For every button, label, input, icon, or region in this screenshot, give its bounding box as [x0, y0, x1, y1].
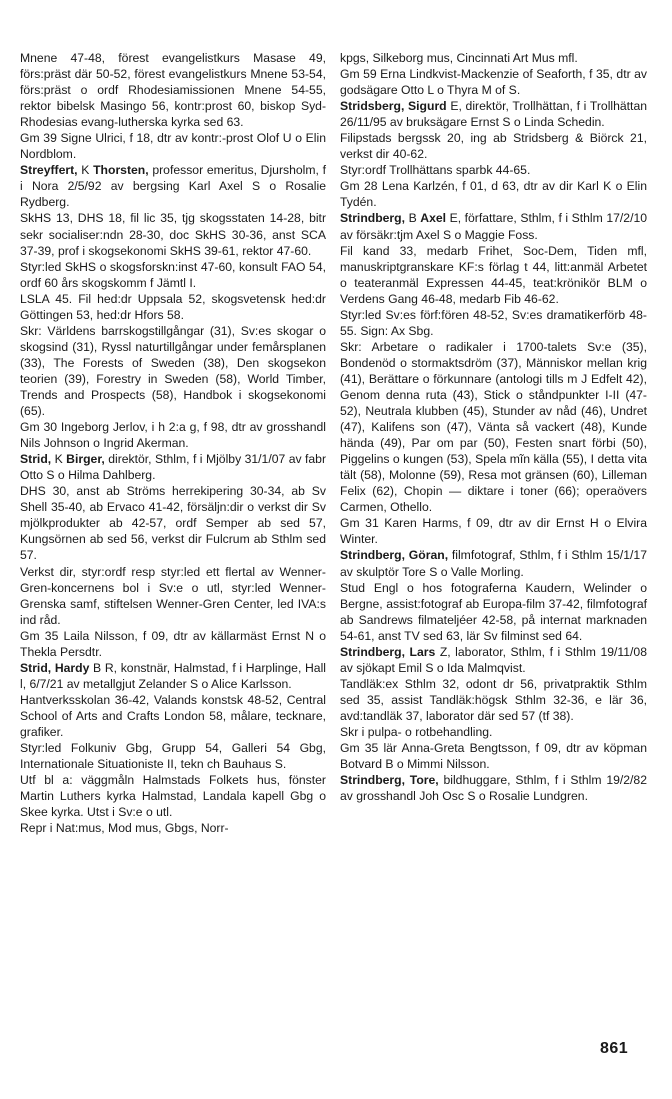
entry-name: Strid,: [20, 452, 52, 467]
right-column: [340, 50, 647, 804]
entry-text: Filipstads bergssk 20, ing ab Stridsberg & Biörck 21, verkst dir 40-62.: [340, 131, 647, 162]
entry-text: Stud Engl o hos fotograferna Kaudern, Welinder o Bergne, assist:fotograf ab Europa-film 37-42, filmfotograf ab Sandrews filmateljéer 42-58, på internat marknaden 54-61, anst TV sed 63, lär Sv filminst sed 64.: [340, 580, 647, 643]
entry-text: Gm 35 lär Anna-Greta Bengtsson, f 09, dtr av köpman Botvard B o Mimmi Nilsson.: [340, 741, 647, 772]
entry-paragraph: [340, 724, 647, 740]
entry-text: DHS 30, anst ab Ströms herrekipering 30-34, ab Sv Shell 35-40, ab Ervaco 41-42, försäljn:dir o verkst dir Sv mjölkprodukter ab 42-57, ordf Semper ab sed 57, Kungsörnen ab sed 56, verkst dir Fulcrum ab Sthlm sed 57.: [20, 484, 326, 563]
entry-paragraph: [20, 323, 326, 419]
entry-heading-paragraph: [20, 660, 326, 692]
entry-paragraph: [20, 259, 326, 291]
entry-paragraph: [340, 339, 647, 516]
entry-paragraph: [20, 291, 326, 323]
entry-paragraph: [20, 483, 326, 563]
entry-text: Skr: Världens barrskogstillgångar (31), Sv:es skogar o skogsind (31), Ryssl naturtillgångar under femårsplanen (33), The Forests of Sweden (38), Den skogsekon teorien (39), Forestry in Sweden (58), World Timber, Trends and Prospects (58), Handbok i skogsekonomi (65).: [20, 323, 326, 419]
entry-text: Gm 59 Erna Lindkvist-Mackenzie of Seaforth, f 35, dtr av godsägare Otto L o Thyra M of S.: [340, 67, 647, 98]
entry-paragraph: [340, 130, 647, 162]
entry-text: Z, laborator, Sthlm, f i Sthlm 19/11/08 av sjökapt Emil S o Ida Malmqvist.: [340, 644, 647, 675]
entry-text: bildhuggare, Sthlm, f i Sthlm 19/2/82 av grosshandl Joh Osc S o Rosalie Lundgren.: [340, 773, 647, 804]
entry-paragraph: [20, 820, 326, 836]
entry-paragraph: [340, 50, 647, 66]
entry-text: B R, konstnär, Halmstad, f i Harplinge, Hall l, 6/7/21 av metallgjut Zelander S o Alice Karlsson.: [20, 660, 326, 691]
entry-text: Gm 28 Lena Karlzén, f 01, d 63, dtr av dir Karl K o Elin Tydén.: [340, 179, 647, 210]
entry-paragraph: [340, 740, 647, 772]
entry-text: Mnene 47-48, förest evangelistkurs Masase 49, förs:präst där 50-52, förest evangelistkurs Mnene 53-54, förs:präst o ordf Rhodesiamissionen Mnene 54-55, rektor bibelsk Masingo 56, kontr:prost 60, biskop Syd-Rhodesias evang-lutherska kyrka sed 63.: [20, 51, 326, 130]
entry-text: direktör, Sthlm, f i Mjölby 31/1/07 av fabr Otto S o Hilma Dahlberg.: [20, 452, 327, 483]
entry-paragraph: [340, 676, 647, 724]
entry-text: Verkst dir, styr:ordf resp styr:led ett flertal av Wenner-Gren-koncernens bol i Sv:e o utl, styr:led Wenner-Grenska samf, stiftelsen Wenner-Gren Center, led IVA:s ind råd.: [20, 564, 326, 627]
entry-text: Hantverksskolan 36-42, Valands konstsk 48-52, Central School of Arts and Crafts London 58, målare, tecknare, grafiker.: [20, 692, 326, 739]
entry-paragraph: [20, 692, 326, 740]
entry-name: Strid, Hardy: [20, 660, 90, 675]
entry-given-name: Thorsten,: [93, 163, 149, 178]
entry-paragraph: [20, 772, 326, 820]
entry-text: Styr:led SkHS o skogsforskn:inst 47-60, konsult FAO 54, ordf 60 års skogskomm f Jämtl I.: [20, 259, 326, 290]
entry-paragraph: [20, 419, 326, 451]
entry-paragraph: [340, 580, 647, 644]
entry-text: Styr:led Folkuniv Gbg, Grupp 54, Galleri 54 Gbg, Internationale Situationiste II, tekn ch Bauhaus S.: [20, 741, 326, 772]
entry-initial: K: [51, 452, 67, 467]
entry-paragraph: [20, 50, 326, 130]
entry-text: Gm 31 Karen Harms, f 09, dtr av dir Ernst H o Elvira Winter.: [340, 516, 647, 547]
entry-name: Strindberg, Lars: [340, 644, 436, 659]
entry-name: Streyffert,: [20, 163, 78, 178]
page-number: 861: [600, 1040, 629, 1057]
entry-paragraph: [20, 210, 326, 258]
entry-text: Repr i Nat:mus, Mod mus, Gbgs, Norr-: [20, 821, 229, 836]
entry-paragraph: [20, 740, 326, 772]
entry-text: Styr:led Sv:es förf:fören 48-52, Sv:es dramatikerförb 48-55. Sign: Ax Sbg.: [340, 307, 647, 338]
entry-text: SkHS 13, DHS 18, fil lic 35, tjg skogsstaten 14-28, bitr sekr socialiser:ndn 28-30, doc SkHS 30-36, anst SCA 37-39, prof i skogsekonomi SkHS 39-61, rektor 47-60.: [20, 211, 326, 258]
entry-heading-paragraph: [20, 451, 326, 483]
entry-name: Strindberg, Tore,: [340, 773, 439, 788]
entry-text: E, författare, Sthlm, f i Sthlm 17/2/10 av försäkr:tjm Axel S o Maggie Foss.: [340, 211, 648, 242]
entry-initial: K: [77, 163, 94, 178]
entry-paragraph: [20, 130, 326, 162]
entry-text: Tandläk:ex Sthlm 32, odont dr 56, privatpraktik Sthlm sed 35, assist Tandläk:högsk Sthlm 32-36, e lär 36, avd:tandläk 37, laborator där sed 57 (tf 38).: [340, 676, 647, 723]
entry-heading-paragraph: [340, 547, 647, 579]
entry-text: Fil kand 33, medarb Frihet, Soc-Dem, Tiden mfl, manuskriptgranskare KF:s förlag t 44, litt:anmäl Arbetet o teateranmäl Expressen 44-45, teat:krönikör BLM o Verdens Gang 46-48, medarb Fib 46-62.: [340, 243, 647, 306]
entry-paragraph: [340, 243, 647, 307]
entry-paragraph: [340, 307, 647, 339]
entry-text: filmfotograf, Sthlm, f i Sthlm 15/1/17 av skulptör Tore S o Valle Morling.: [340, 548, 647, 579]
entry-paragraph: [20, 564, 326, 628]
entry-paragraph: [340, 162, 647, 178]
entry-paragraph: [340, 178, 647, 210]
entry-paragraph: [340, 515, 647, 547]
entry-paragraph: [20, 628, 326, 660]
entry-name: Strindberg, Göran,: [340, 548, 449, 563]
entry-text: kpgs, Silkeborg mus, Cincinnati Art Mus mfl.: [340, 51, 578, 65]
entry-text: Styr:ordf Trollhättans sparbk 44-65.: [340, 163, 531, 178]
entry-text: Skr: Arbetare o radikaler i 1700-talets Sv:e (35), Bondenöd o stormaktsdröm (37), Människor mellan krig (41), Berättare o förkunnare (antologi tills m J Edfelt 42), Genom denna ruta (43), Stick o ståndpunkter I-II (47-52), Neutrala klubben (45), Stunder av nåd (46), Undret (47), Kalifens son (47), Vänta så vackert (48), Kunde hända (49), Par om par (50), Festen snart förbi (50), Piggelins o kungen (53), Spela mĩn källa (55), I detta vita tält (58), Molonne (59), Resa mot gränsen (60), Lilleman Felix (62), Chopin — diktare i toner (66); operaövers Carmen, Othello.: [340, 339, 647, 515]
entry-heading-paragraph: [340, 98, 647, 130]
entry-text: E, direktör, Trollhättan, f i Trollhättan 26/11/95 av bruksägare Ernst S o Linda Schedin.: [340, 99, 647, 130]
entry-text: Skr i pulpa- o rotbehandling.: [340, 724, 493, 739]
entry-paragraph: [340, 66, 647, 98]
entry-text: professor emeritus, Djursholm, f i Nora 2/5/92 av bergsing Karl Axel S o Rosalie Rydberg.: [20, 163, 326, 210]
entry-heading-paragraph: [20, 162, 326, 210]
entry-given-name: Axel: [420, 211, 447, 226]
entry-text: Utf bl a: väggmåln Halmstads Folkets hus, fönster Martin Luthers kyrka Halmstad, Landala kapell Gbg o Skee kyrka. Utst i Sv:e o utl.: [20, 773, 326, 820]
entry-initial: B: [405, 211, 421, 226]
entry-heading-paragraph: [340, 210, 647, 242]
entry-heading-paragraph: [340, 772, 647, 804]
left-column: [20, 50, 326, 836]
entry-text: Gm 39 Signe Ulrici, f 18, dtr av kontr:-prost Olof U o Elin Nordblom.: [20, 131, 326, 162]
entry-heading-paragraph: [340, 644, 647, 676]
entry-text: LSLA 45. Fil hed:dr Uppsala 52, skogsvetensk hed:dr Göttingen 53, hed:dr Hfors 58.: [20, 291, 326, 322]
entry-text: Gm 35 Laila Nilsson, f 09, dtr av källarmäst Ernst N o Thekla Persdtr.: [20, 628, 326, 659]
entry-name: Strindberg,: [340, 211, 406, 226]
entry-text: Gm 30 Ingeborg Jerlov, i h 2:a g, f 98, dtr av grosshandl Nils Johnson o Ingrid Akerman.: [20, 420, 326, 451]
entry-name: Stridsberg, Sigurd: [340, 99, 447, 114]
entry-given-name: Birger,: [66, 452, 105, 467]
